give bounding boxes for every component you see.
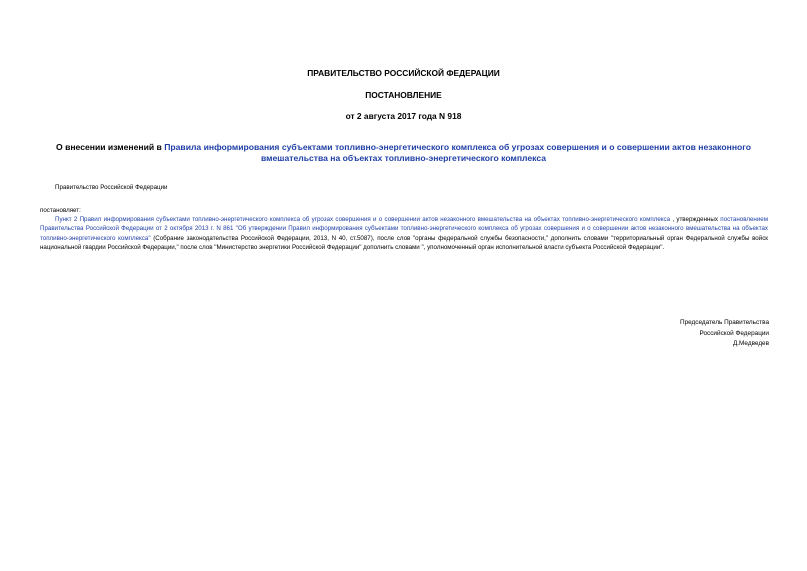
- issuer-text: Правительство Российской Федерации: [55, 184, 168, 191]
- signatory-name: Д.Медведев: [732, 340, 769, 347]
- title-prefix: О внесении изменений в: [56, 142, 165, 152]
- decrees-text: постановляет:: [40, 207, 81, 214]
- date-number-heading: от 2 августа 2017 года N 918: [345, 111, 462, 121]
- document-title: [40, 142, 767, 164]
- rules-clause-link[interactable]: Пункт 2 Правил информирования субъектами топливно-энергетического комплекса об угрозах совершения и о совершении актов незаконного вмешательства на объектах топливно-энергетического комплекса: [55, 216, 671, 223]
- signature-position-line-2: Российской Федерации: [699, 329, 769, 337]
- paragraph-1: [40, 215, 768, 253]
- title-rules-link[interactable]: Правила информирования субъектами топливно-энергетического комплекса об угрозах совершения и о совершении актов незаконного вмешательства на объектах топливно-энергетического комплекса: [164, 142, 751, 163]
- resolution-861-link[interactable]: постановлением Правительства Российской Федерации от 2 октября 2013 г. N 861 "Об утверждении Правил информирования субъектами топливно-энергетического комплекса об угрозах совершения и о совершении актов незаконного вмешательства на объектах топливно-энергетического комплекса": [40, 216, 768, 242]
- government-heading: ПРАВИТЕЛЬСТВО РОССИЙСКОЙ ФЕДЕРАЦИИ: [307, 68, 500, 78]
- paragraph-1-text-b: (Собрание законодательства Российской Федерации, 2013, N 40, ст.5087), после слов "органы федеральной службы безопасности," дополнить словами "территориальный орган Федеральной службы войск национальной гвардии Российской Федерации," после слов "Министерство энергетики Российской Федерации" дополнить словами ", уполномоченный орган исполнительной власти субъекта Российской Федерации".: [40, 234, 768, 252]
- paragraph-1-text-a: , утвержденных: [670, 216, 721, 223]
- document-type-heading: ПОСТАНОВЛЕНИЕ: [365, 90, 442, 100]
- signature-position-line-1: Председатель Правительства: [680, 319, 769, 326]
- signature-block: [680, 318, 769, 350]
